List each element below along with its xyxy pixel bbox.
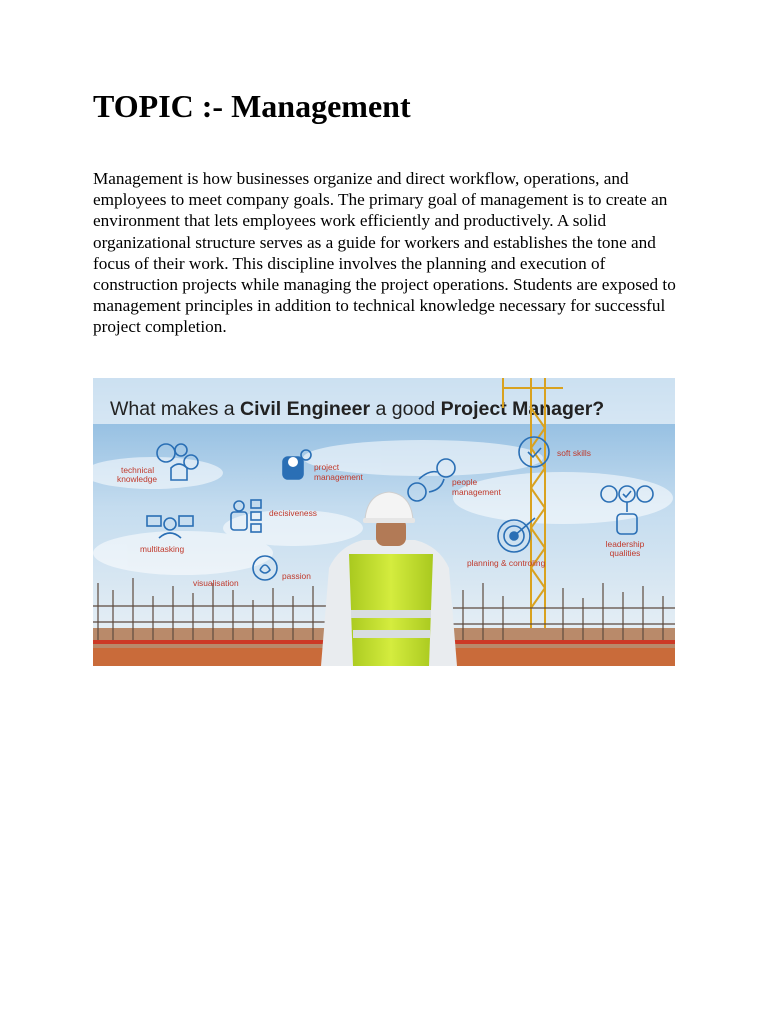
label-decisiveness: decisiveness (269, 508, 317, 518)
label-planning: planning & controling (467, 558, 546, 568)
body-paragraph: Management is how businesses organize and direct workflow, operations, and employees to meet company goals. The primary goal of management is to create an environment that lets employees work efficiently and productively. A solid organizational structure serves as a guide for workers and establishes the tone and focus of their work. This discipline involves the planning and execution of construction projects while managing the project operations. Students are exposed to management principles in addition to technical knowledge necessary for successful project completion. (93, 169, 676, 337)
label-passion: passion (282, 571, 311, 581)
label-people-management: management (452, 487, 501, 497)
infographic-svg (93, 378, 675, 666)
label-knowledge: knowledge (117, 474, 158, 484)
label-project-management: management (314, 472, 363, 482)
label-project: project (314, 462, 340, 472)
heading-project-manager: Project Manager? (440, 398, 605, 420)
label-soft-skills: soft skills (557, 448, 591, 458)
heading-prefix: What makes a (110, 398, 241, 420)
label-technical: technical (121, 465, 155, 475)
label-people: people (452, 477, 478, 487)
label-visualisation: visualisation (193, 578, 239, 588)
infographic-image (93, 378, 675, 666)
label-leadership: leadership (605, 539, 645, 549)
label-qualities: qualities (609, 548, 641, 558)
heading-civil-engineer: Civil Engineer (240, 398, 371, 420)
label-multitasking: multitasking (140, 544, 185, 554)
heading-middle: a good (370, 398, 441, 420)
page-title: TOPIC :- Management (93, 88, 411, 124)
